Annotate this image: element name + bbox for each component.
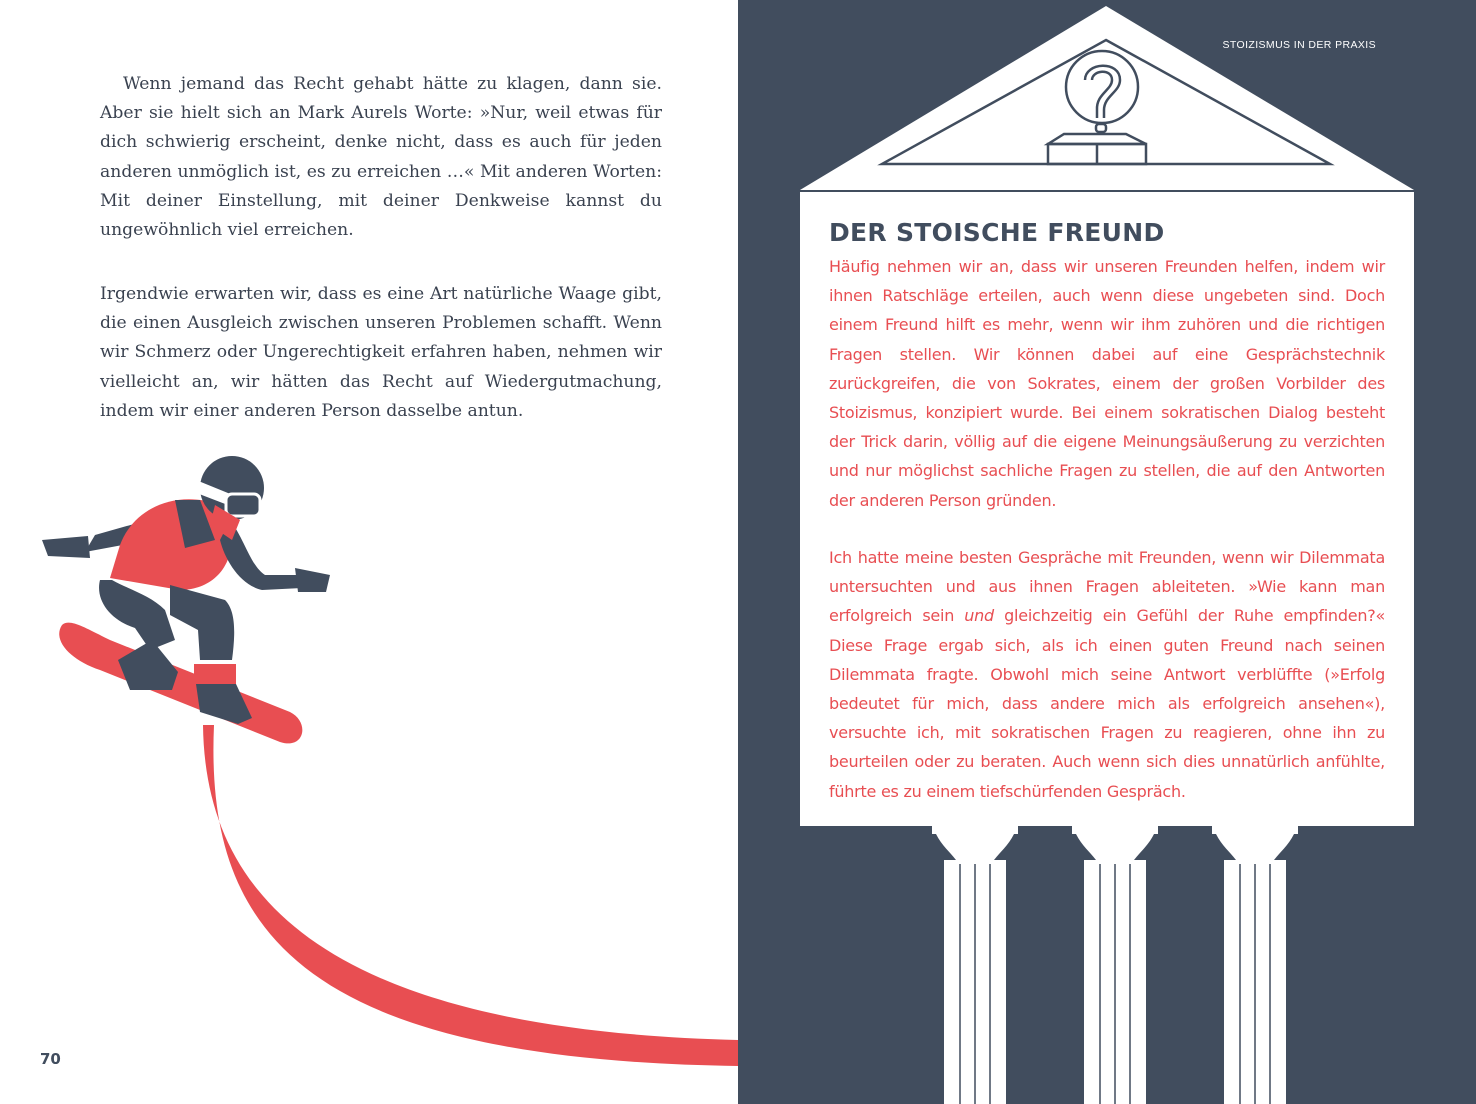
snowboard (59, 623, 302, 744)
snowboarder-illustration (42, 456, 330, 743)
box-paragraph-2-emphasis: und (964, 606, 994, 626)
box-title: DER STOISCHE FREUND (829, 218, 1165, 247)
temple-column (1072, 826, 1158, 1104)
temple-column (932, 826, 1018, 1104)
temple-pediment (800, 6, 1414, 190)
temple-column (1212, 826, 1298, 1104)
box-paragraph-2 (829, 543, 1385, 806)
snowboard-trail (203, 725, 738, 1066)
page-number: 70 (40, 1050, 61, 1068)
box-paragraph-2-start: Ich hatte meine besten Gespräche mit Freunden, wenn wir Dilemmata untersuchten und aus ihnen Fragen ableiteten. »Wie kann man erfolgreich sein (829, 548, 1385, 626)
body-paragraph-1: Wenn jemand das Recht gehabt hätte zu klagen, dann sie. Aber sie hielt sich an Mark Aurels Worte: »Nur, weil etwas für dich schwierig erscheint, denke nicht, dass es auch für jeden anderen unmöglich ist, es zu erreichen …« Mit anderen Worten: Mit deiner Einstellung, mit deiner Denkweise kannst du ungewöhnlich viel erreichen. (100, 74, 662, 241)
box-paragraph-2-end: gleichzeitig ein Gefühl der Ruhe empfinden?« Diese Frage ergab sich, als ich einen guten Freund nach seinen Dilemmata fragte. Obwohl mich seine Antwort verblüffte (»Erfolg bedeutet für mich, dass andere mich als erfolgreich ansehen«), versuchte ich, mit sokratischen Fragen zu reagieren, ohne ihn zu beurteilen oder zu beraten. Auch wenn sich dies unnatürlich anfühlte, führte es zu einem tiefschürfenden Gespräch. (829, 606, 1385, 801)
box-paragraph-1: Häufig nehmen wir an, dass wir unseren Freunden helfen, indem wir ihnen Ratschläge erteilen, auch wenn diese ungebeten sind. Doch einem Freund hilft es mehr, wenn wir ihm zuhören und die richtigen Fragen stellen. Wir können dabei auf eine Gesprächstechnik zurückgreifen, die von Sokrates, einem der großen Vorbilder des Stoizismus, konzipiert wurde. Bei einem sokratischen Dialog besteht der Trick darin, völlig auf die eigene Meinungsäußerung zu verzichten und nur möglichst sachliche Fragen zu stellen, die auf den Antworten der anderen Person gründen. (829, 257, 1385, 510)
running-header: STOIZISMUS IN DER PRAXIS (1222, 39, 1376, 51)
body-paragraph-2: Irgendwie erwarten wir, dass es eine Art natürliche Waage gibt, die einen Ausgleich zwischen unseren Problemen schafft. Wenn wir Schmerz oder Ungerechtigkeit erfahren haben, nehmen wir vielleicht an, wir hätten das Recht auf Wiedergutmachung, indem wir einer anderen Person dasselbe antun. (100, 284, 662, 421)
